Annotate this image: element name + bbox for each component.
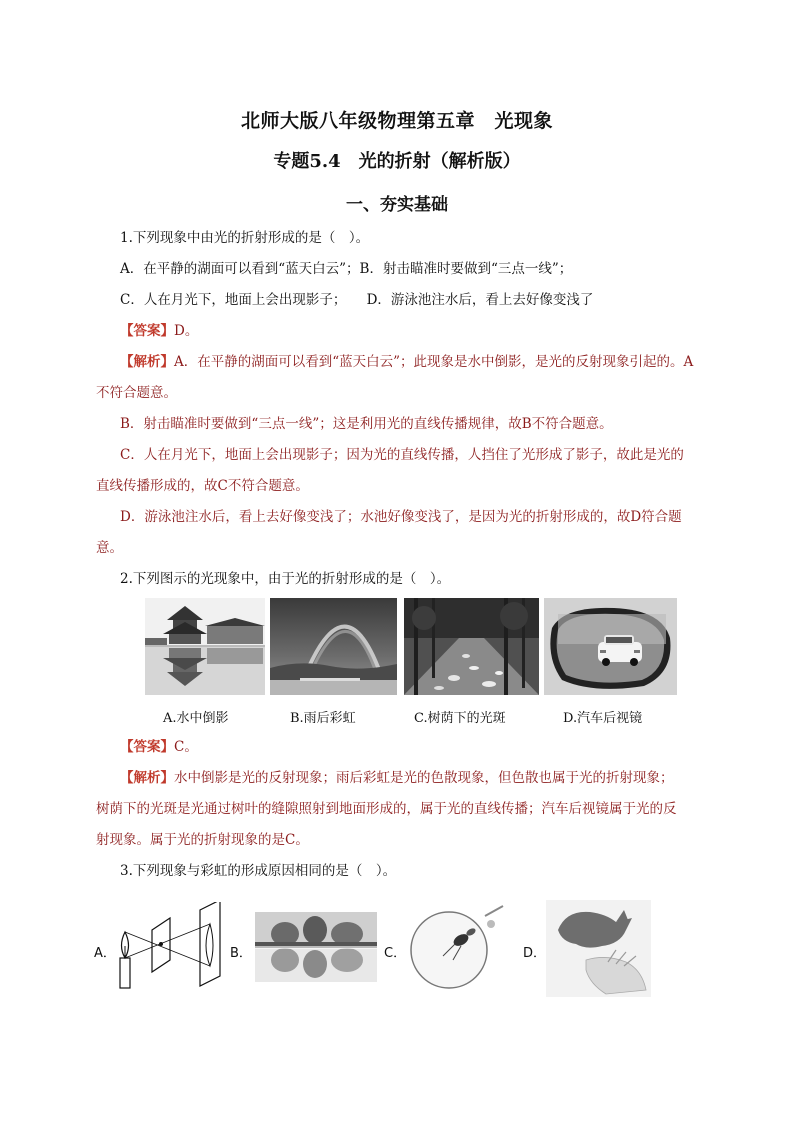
q2-caption-d: D.汽车后视镜 <box>563 711 643 726</box>
answer-tag: 【答案】 <box>120 323 174 339</box>
q3-option-d-label: D． <box>523 946 547 961</box>
document-subtitle: 专题5.4 光的折射（解析版） <box>273 151 521 172</box>
q2-analysis-line1: 【解析】水中倒影是光的反射现象；雨后彩虹是光的色散现象，但色散也属于光的折射现象； <box>120 770 674 786</box>
q1-options-ab: A．在平静的湖面可以看到“蓝天白云”；B．射击瞄准时要做到“三点一线”； <box>120 261 573 277</box>
answer-tag: 【答案】 <box>120 739 174 755</box>
q1-analysis-c-line1: C．人在月光下，地面上会出现影子；因为光的直线传播，人挡住了光形成了影子，故此是光的 <box>120 447 684 463</box>
q2-caption-b: B.雨后彩虹 <box>290 711 356 726</box>
q3-stem: 3.下列现象与彩虹的形成原因相同的是（ ）。 <box>120 863 397 879</box>
q2-photo-rainbow <box>270 598 397 695</box>
q2-analysis-line2: 树荫下的光斑是光通过树叶的缝隙照射到地面形成的，属于光的直线传播；汽车后视镜属于光的反 <box>96 801 677 817</box>
q2-caption-c: C.树荫下的光斑 <box>414 711 506 726</box>
q1-answer <box>120 322 198 340</box>
q3-image-pinhole-camera <box>112 902 228 990</box>
q1-analysis-a-line2: 不符合题意。 <box>96 385 177 401</box>
q3-option-a-label: A． <box>94 946 116 961</box>
q1-options-cd: C．人在月光下，地面上会出现影子； D．游泳池注水后，看上去好像变浅了 <box>120 292 594 308</box>
analysis-tag: 【解析】 <box>120 354 174 370</box>
q1-stem: 1.下列现象中由光的折射形成的是（ ）。 <box>120 230 370 246</box>
q2-caption-a: A.水中倒影 <box>163 711 229 726</box>
section-heading: 一、夯实基础 <box>346 195 448 215</box>
answer-value: D。 <box>174 323 199 339</box>
q3-image-reflection <box>255 912 377 982</box>
q2-photo-water-reflection <box>145 598 265 695</box>
q1-analysis-a-line1: 【解析】A．在平静的湖面可以看到“蓝天白云”；此现象是水中倒影，是光的反射现象引起的。A <box>120 354 694 370</box>
q2-photo-tree-shade <box>404 598 539 695</box>
q2-answer <box>120 738 198 756</box>
answer-value: C。 <box>174 739 198 755</box>
q3-image-hand-shadow <box>546 900 651 997</box>
q2-photo-car-mirror <box>544 598 677 695</box>
q1-analysis-d-line2: 意。 <box>96 540 123 556</box>
q2-analysis-line3: 射现象。属于光的折射现象的是C。 <box>96 832 309 848</box>
document-title: 北师大版八年级物理第五章 光现象 <box>240 110 553 132</box>
q1-analysis-b: B．射击瞄准时要做到“三点一线”；这是利用光的直线传播规律，故B不符合题意。 <box>120 416 613 432</box>
q1-analysis-c-line2: 直线传播形成的，故C不符合题意。 <box>96 478 309 494</box>
q3-option-c-label: C． <box>384 946 407 961</box>
q1-analysis-d-line1: D．游泳池注水后，看上去好像变浅了；水池好像变浅了，是因为光的折射形成的，故D符合题 <box>120 509 682 525</box>
q3-option-b-label: B． <box>230 946 252 961</box>
q2-stem: 2.下列图示的光现象中，由于光的折射形成的是（ ）。 <box>120 571 451 587</box>
q3-image-magnifier <box>405 902 510 994</box>
analysis-tag: 【解析】 <box>120 770 174 786</box>
